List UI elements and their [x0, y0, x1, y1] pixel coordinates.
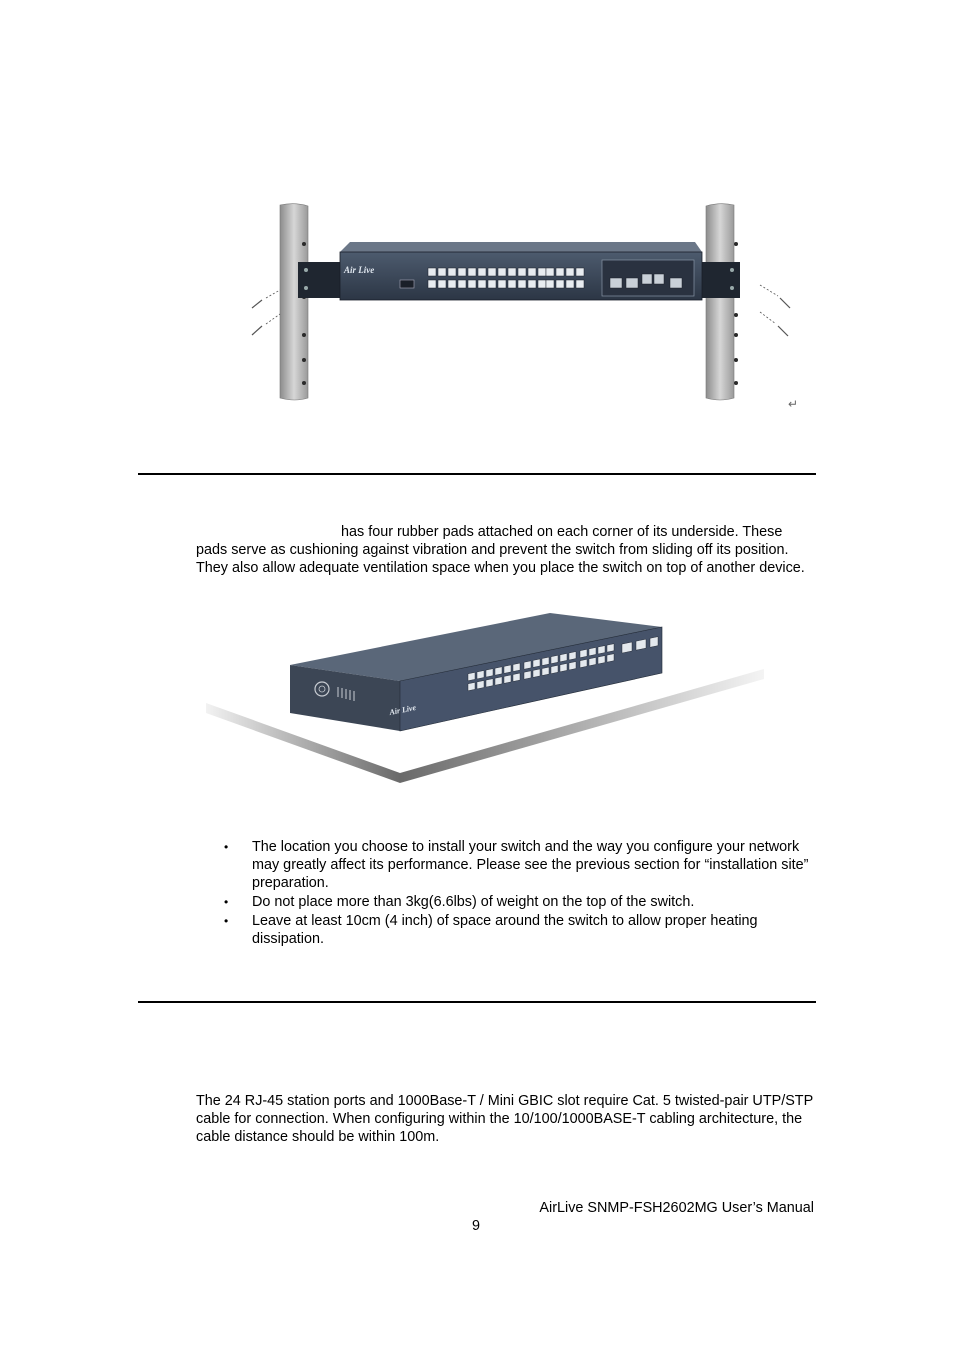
desktop-intro-text: has four rubber pads attached on each corner of its underside. These pads serve as cushioning against vibration and prevent the switch from sliding off its position. They also allow adequate ventilation space when you place the switch on top of another device.: [196, 524, 805, 576]
right-rack-rail: [706, 204, 734, 400]
section-divider: [138, 473, 816, 475]
right-screws: [760, 285, 790, 336]
left-rack-rail: [280, 204, 308, 400]
return-mark: ↵: [788, 397, 799, 411]
right-bracket: [696, 262, 740, 298]
page-number: 9: [472, 1218, 481, 1234]
left-screws: [252, 290, 280, 335]
list-item: • Do not place more than 3kg(6.6lbs) of weight on the top of the switch.: [222, 893, 822, 911]
rack-mount-figure: [240, 200, 810, 420]
rack-brand-logo: Air Live: [344, 265, 375, 275]
footer-manual-title: AirLive SNMP-FSH2602MG User’s Manual: [539, 1200, 814, 1216]
cabling-text: The 24 RJ-45 station ports and 1000Base-T / Mini GBIC slot require Cat. 5 twisted-pair UTP/STP cable for connection. When configuring within the 10/100/1000BASE-T cabling architecture, the cable distance should be within 100m.: [196, 1093, 813, 1145]
placement-notes-list: [222, 838, 822, 949]
list-item: • Leave at least 10cm (4 inch) of space around the switch to allow proper heating dissipation.: [222, 912, 822, 948]
left-bracket: [298, 262, 342, 298]
desktop-brand-logo: Air Live: [388, 702, 417, 717]
section-divider: [138, 1001, 816, 1003]
desktop-figure: [200, 605, 770, 790]
list-item: • The location you choose to install your switch and the way you configure your network may greatly affect its performance. Please see the previous section for “installation site” preparation.: [222, 838, 822, 892]
